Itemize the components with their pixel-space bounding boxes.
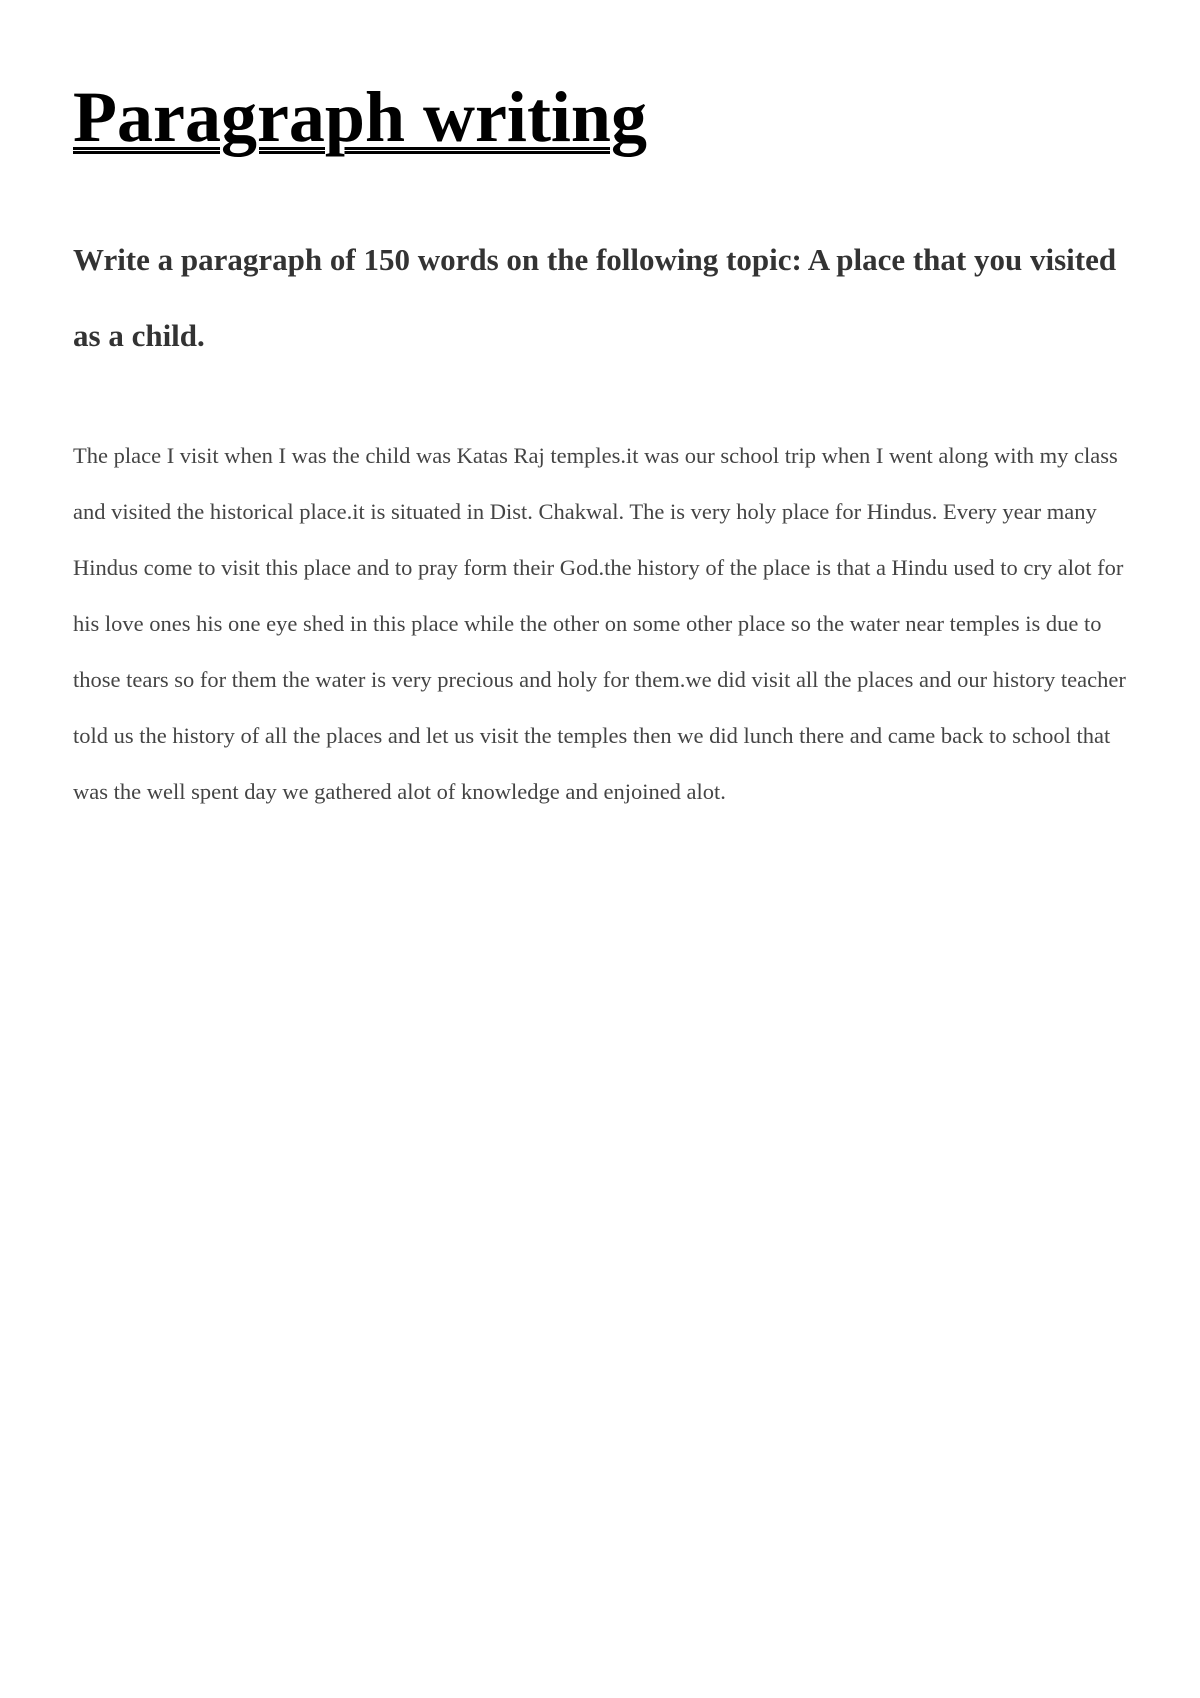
paragraph-body: The place I visit when I was the child was Katas Raj temples.it was our school trip when I went along with my class and visited the historical place.it is situated in Dist. Chakwal. The is very holy place for Hindus. Every year many Hindus come to visit this place and to pray form their God.the history of the place is that a Hindu used to cry alot for his love ones his one eye shed in this place while the other on some other place so the water near temples is due to those tears so for them the water is very precious and holy for them.we did visit all the places and our history teacher told us the history of all the places and let us visit the temples then we did lunch there and came back to school that was the well spent day we gathered alot of knowledge and enjoined alot.: [73, 443, 1126, 804]
writing-prompt: Write a paragraph of 150 words on the following topic: A place that you visited as a child.: [73, 242, 1117, 353]
page-title: Paragraph writing: [73, 77, 647, 157]
